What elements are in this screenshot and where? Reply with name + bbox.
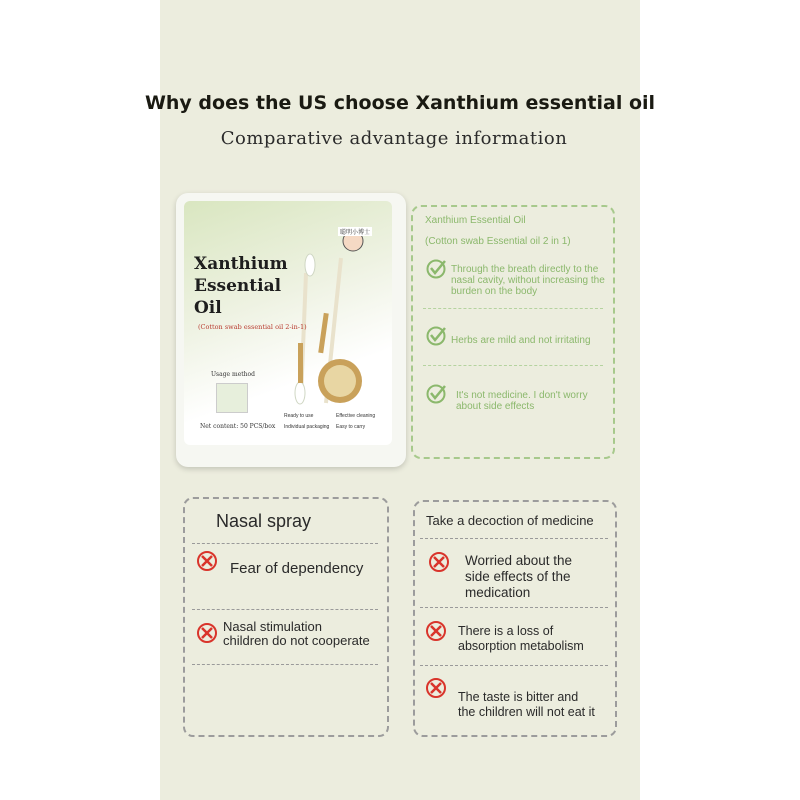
divider: [192, 609, 378, 610]
check-icon: [426, 325, 448, 347]
usage-illustration: [216, 383, 248, 413]
product-name: [194, 253, 304, 319]
cross-icon: [196, 550, 218, 572]
page-title: Why does the US choose Xanthium essential oil: [144, 92, 656, 114]
item-line: the children will not eat it: [458, 705, 595, 719]
net-content: Net content: 50 PCS/box: [200, 423, 276, 430]
advantage-item: [456, 390, 588, 412]
nasal-spray-title: Nasal spray: [216, 511, 312, 531]
item-line: burden on the body: [451, 286, 538, 297]
product-box: [176, 193, 406, 467]
cross-icon: [425, 620, 447, 642]
feature-item: Individual packaging: [284, 424, 330, 430]
feature-item: Easy to carry: [336, 424, 366, 430]
item-line: medication: [465, 585, 531, 600]
product-name-line: Oil: [194, 298, 222, 318]
check-icon: [426, 383, 448, 405]
advantage-item: Herbs are mild and not irritating: [451, 335, 591, 346]
advantage-item: [451, 264, 605, 297]
item-line: absorption metabolism: [458, 639, 584, 653]
decoction-item: [465, 553, 572, 601]
decoction-title: Take a decoction of medicine: [426, 513, 594, 528]
product-name-line: Xanthium: [194, 254, 288, 274]
item-line: It's not medicine. I don't worry: [456, 390, 588, 401]
item-line: Worried about the: [465, 553, 573, 568]
advantages-title: Xanthium Essential Oil: [425, 215, 526, 226]
nasal-spray-item: [223, 620, 370, 648]
divider: [423, 365, 603, 366]
item-line: children do not cooperate: [223, 633, 370, 648]
divider: [420, 607, 608, 608]
divider: [420, 665, 608, 666]
cross-icon: [425, 677, 447, 699]
advantages-subtitle: (Cotton swab Essential oil 2 in 1): [425, 236, 571, 247]
nasal-spray-card: [183, 497, 389, 737]
item-line: There is a loss of: [458, 624, 554, 638]
feature-list: [284, 411, 394, 433]
item-line: nasal cavity, without increasing the: [451, 275, 605, 286]
item-line: The taste is bitter and: [458, 690, 579, 704]
feature-item: Ready to use: [284, 413, 314, 419]
check-icon: [426, 258, 448, 280]
feature-item: Effective cleaning: [336, 413, 376, 419]
item-line: side effects of the: [465, 569, 571, 584]
item-line: Nasal stimulation: [223, 619, 322, 634]
divider: [192, 664, 378, 665]
item-line: Through the breath directly to the: [451, 264, 599, 275]
cross-icon: [428, 551, 450, 573]
divider: [192, 543, 378, 544]
divider: [420, 538, 608, 539]
product-subtitle: (Cotton swab essential oil 2-in-1): [198, 323, 307, 331]
divider: [423, 308, 603, 309]
item-line: about side effects: [456, 401, 535, 412]
decoction-item: [458, 690, 595, 720]
decoction-item: [458, 624, 584, 654]
page-subtitle: Comparative advantage information: [220, 128, 568, 149]
brand-label: 聪明小博士: [338, 227, 372, 236]
nasal-spray-item: Fear of dependency: [230, 560, 364, 577]
product-name-line: Essential: [194, 276, 282, 296]
cross-icon: [196, 622, 218, 644]
usage-label: Usage method: [211, 371, 255, 378]
